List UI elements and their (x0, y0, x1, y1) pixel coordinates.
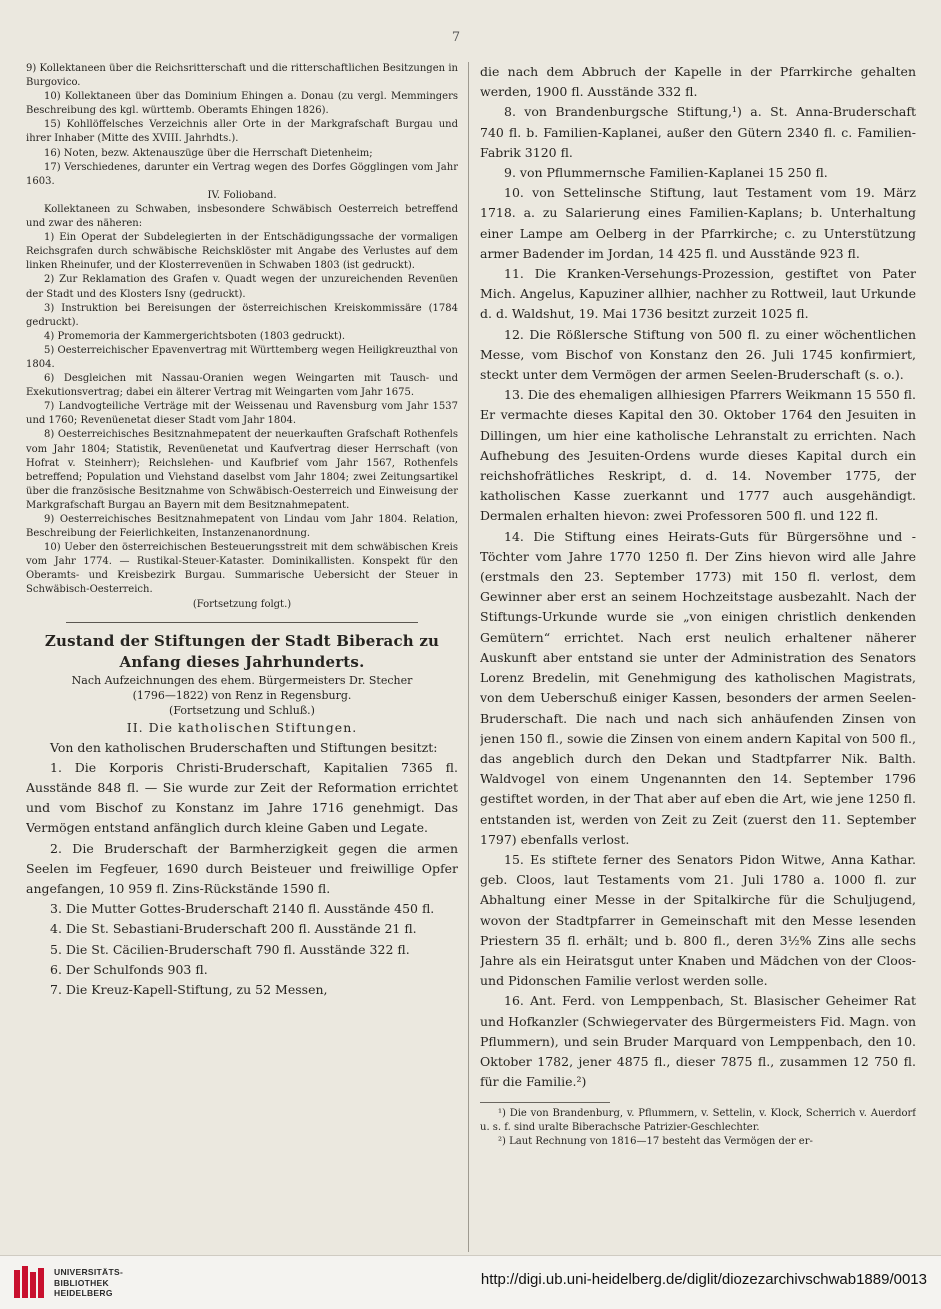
list-item: 6. Der Schulfonds 903 fl. (50, 961, 208, 977)
list-item: die nach dem Abbruch der Kapelle in der Pfarrkirche gehalten werden, 1900 fl. Ausstände 332 fl. (480, 64, 916, 100)
list-item: 9) Oesterreichisches Besitznahmepatent von Lindau vom Jahr 1804. Relation, Beschreibung der Feierlichkeiten, Instanzenanordnung. (26, 514, 458, 540)
left-column (26, 62, 458, 1252)
list-item: 1) Ein Operat der Subdelegierten in der Entschädigungssache der vormaligen Reichsgrafen durch schwäbische Reichsklöster mit Angabe des Verlustes auf dem linken Rheinufer, und der Klosterrevenüen in Schwaben 1803 (ist gedruckt). (26, 232, 458, 272)
list-item: 15) Kohllöffelsches Verzeichnis aller Orte in der Markgrafschaft Burgau und ihrer Inhaber (Mitte des XVIII. Jahrhdts.). (26, 119, 458, 145)
list-item: 10. von Settelinsche Stiftung, laut Testament vom 19. März 1718. a. zu Salarierung eines Familien-Kaplans; b. Unterhaltung einer Lampe am Oelberg in der Pfarrkirche; c. zu Unterstützung armer Badender im Jordan, 14 425 fl. und Ausstände 923 fl. (480, 185, 916, 261)
list-item: 7) Landvogteiliche Verträge mit der Weissenau und Ravensburg vom Jahr 1537 und 1760; Revenüenetat dieser Stadt vom Jahr 1804. (26, 401, 458, 427)
list-item: 17) Verschiedenes, darunter ein Vertrag wegen des Dorfes Gögglingen vom Jahr 1603. (26, 161, 458, 187)
list-item: 3. Die Mutter Gottes-Bruderschaft 2140 fl. Ausstände 450 fl. (50, 901, 435, 917)
folio-intro: Kollektaneen zu Schwaben, insbesondere Schwäbisch Oesterreich betreffend und zwar des näheren: (26, 203, 458, 230)
byline: (1796—1822) von Renz in Regensburg. (132, 688, 352, 702)
list-item: 6) Desgleichen mit Nassau-Oranien wegen Weingarten mit Tausch- und Exekutionsvertrag; dabei ein älterer Vertrag mit Weingarten vom Jahr 1675. (26, 373, 458, 399)
column-rule (468, 62, 469, 1252)
library-name (54, 1267, 123, 1299)
list-item: 11. Die Kranken-Versehungs-Prozession, gestiftet von Pater Mich. Angelus, Kapuziner allhier, nachher zu Rottweil, laut Urkunde d. d. Waldshut, 19. Mai 1736 besitzt zurzeit 1025 fl. (480, 266, 916, 322)
article-body-right (480, 62, 916, 1092)
article-intro: Von den katholischen Bruderschaften und Stiftungen besitzt: (50, 739, 438, 755)
footnote: ¹) Die von Brandenburg, v. Pflummern, v. Settelin, v. Klock, Scherrich v. Auerdorf u. s. f. sind uralte Biberachsche Patrizier-Geschlechter. (480, 1108, 916, 1134)
list-item: 2. Die Bruderschaft der Barmherzigkeit gegen die armen Seelen im Fegfeuer, 1690 durch Beisteuer und freiwillige Opfer angefangen, 10 959 fl. Zins-Rückstände 1590 fl. (26, 840, 458, 897)
section-heading: II. Die katholischen Stiftungen. (126, 719, 358, 735)
continued-note: (Fortsetzung folgt.) (192, 598, 292, 610)
list-item: 9. von Pflummernsche Familien-Kaplanei 15 250 fl. (504, 165, 828, 181)
footnotes (480, 1107, 916, 1149)
list-item: 7. Die Kreuz-Kapell-Stiftung, zu 52 Messen, (50, 982, 328, 998)
library-name-line: HEIDELBERG (54, 1288, 113, 1298)
list-item: 1. Die Korporis Christi-Bruderschaft, Kapitalien 7365 fl. Ausstände 848 fl. — Sie wurde zur Zeit der Reformation errichtet und vom Bischof zu Konstanz im Jahre 1716 genehmigt. Das Vermögen entstand anfänglich durch kleine Gaben und Legate. (26, 759, 458, 836)
list-item: 4. Die St. Sebastiani-Bruderschaft 200 fl. Ausstände 21 fl. (50, 921, 417, 937)
footnote-rule (480, 1102, 610, 1103)
article-body-left (26, 738, 458, 1001)
list-item: 9) Kollektaneen über die Reichsritterschaft und die ritterschaftlichen Besitzungen in Burgovico. (26, 63, 458, 89)
list-item: 13. Die des ehemaligen allhiesigen Pfarrers Weikmann 15 550 fl. Er vermachte dieses Kapital den 30. Oktober 1764 den Jesuiten in Dillingen, um hier eine katholische Lehranstalt zu errichten. Nach Aufhebung des Jesuiten-Ordens wurde dieses Kapital durch ein reichshofrätliches Reskript, d. d. 14. November 1775, der katholischen Kasse zuerkannt und 1777 auch ausgehändigt. Dermalen erhalten hievon: zwei Professoren 500 fl. und 122 fl. (480, 387, 916, 524)
viewer-footer (0, 1255, 941, 1309)
byline: Nach Aufzeichnungen des ehem. Bürgermeisters Dr. Stecher (71, 673, 413, 687)
library-name-line: UNIVERSITÄTS- (54, 1267, 124, 1277)
list-item: 5) Oesterreichischer Epavenvertrag mit Württemberg wegen Heiligkreuzthal von 1804. (26, 344, 458, 370)
page-number: 7 (451, 30, 461, 45)
list-item: 10) Ueber den österreichischen Besteuerungsstreit mit dem schwäbischen Kreis vom Jahr 1774. — Rustikal-Steuer-Kataster. Dominikallisten. Konspekt für den Oberamts- und Kreisbezirk Burgau. Summarische Uebersicht der Steuer in Schwäbisch-Oesterreich. (26, 542, 458, 596)
source-url-link[interactable]: http://digi.ub.uni-heidelberg.de/diglit/diozezarchivschwab1889/0013 (480, 1271, 927, 1288)
folio-heading: IV. Folioband. (207, 189, 277, 201)
list-item: 15. Es stiftete ferner des Senators Pidon Witwe, Anna Kathar. geb. Cloos, laut Testaments vom 21. Juli 1780 a. 1000 fl. zur Abhaltung einer Messe in der Spitalkirche für die Schuljugend, wovon der Stadtpfarrer in Gemeinschaft mit den Messe lesenden Priestern 35 fl. erhält; und b. 800 fl., deren 3½% Zins alle sechs Jahre als ein Heiratsgut unter Knaben und Mädchen von der Cloos- und Pidonschen Familie verlost werden solle. (480, 851, 916, 989)
list-item: 12. Die Rößlersche Stiftung von 500 fl. zu einer wöchentlichen Messe, vom Bischof von Konstanz den 26. Juli 1745 konfirmiert, steckt unter dem Vermögen der armen Seelen-Bruderschaft (s. o.). (480, 326, 916, 383)
footnote: ²) Laut Rechnung von 1816—17 besteht das Vermögen der er- (498, 1136, 813, 1148)
list-item: 5. Die St. Cäcilien-Bruderschaft 790 fl. Ausstände 322 fl. (50, 941, 410, 957)
right-column (480, 62, 916, 1252)
list-top (26, 62, 458, 612)
list-item: 10) Kollektaneen über das Dominium Ehingen a. Donau (zu vergl. Memmingers Beschreibung des kgl. württemb. Oberamts Ehingen 1826). (26, 91, 458, 117)
list-item: 8. von Brandenburgsche Stiftung,¹) a. St. Anna-Bruderschaft 740 fl. b. Familien-Kaplanei, außer den Gütern 2340 fl. c. Familien-Fabrik 3120 fl. (480, 104, 916, 160)
list-item: 14. Die Stiftung eines Heirats-Guts für Bürgersöhne und -Töchter vom Jahre 1770 1250 fl. Der Zins hievon wird alle Jahre (erstmals den 23. September 1773) mit 150 fl. verlost, dem Gewinner aber erst an seinem Hochzeitstage ausbezahlt. Nach der Stiftungs-Urkunde wurde sie „von einigen christlich denkenden Gemütern“ errichtet. Nach erst neulich erhaltener näherer Auskunft aber entstand sie unter der Administration des Senators Lorenz Bredelin, mit Genehmigung des katholischen Magistrats, von dem Ueberschuß einiger Kassen, besonders der armen Seelen-Bruderschaft. Die nach und nach sich anhäufenden Zinsen von jenen 150 fl., sowie die Zinsen von einem andern Kapital von 500 fl., das angeblich durch den Dekan und Stadtpfarrer Nik. Balth. Waldvogel von einem Ungenannten den 14. September 1796 gestiftet worden, in der That aber auf eben die Art, wie jene 1250 fl. entstanden ist, werden von Zeit zu Zeit (zuerst den 11. September 1797) ebenfalls verlost. (480, 528, 916, 847)
list-item: 8) Oesterreichisches Besitznahmepatent der neuerkauften Grafschaft Rothenfels vom Jahr 1804; Statistik, Revenüenetat und Kaufvertrag dieser Herrschaft (von Hofrat v. Steinherr); Reichslehen- und Kaufbrief vom Jahr 1567, Rothenfels betreffend; Population und Viehstand daselbst vom Jahr 1804; zwei Zeitungsartikel über die französische Besitznahme von Schwäbisch-Oesterreich und Einweisung der Markgrafschaft Burgau an Bayern mit dem Besitznahmepatent. (26, 429, 458, 511)
continuation-note: (Fortsetzung und Schluß.) (169, 703, 315, 717)
list-item: 16. Ant. Ferd. von Lemppenbach, St. Blasischer Geheimer Rat und Hofkanzler (Schwiegervater des Bürgermeisters Fid. Magn. von Pflummern), und sein Bruder Marquard von Lemppenbach, den 10. Oktober 1782, jener 4875 fl., dieser 7875 fl., zusammen 12 750 fl. für die Familie.²) (480, 993, 916, 1090)
article-title: Zustand der Stiftungen der Stadt Biberach zu Anfang dieses Jahrhunderts. (44, 631, 440, 671)
library-name-line: BIBLIOTHEK (54, 1277, 109, 1288)
section-divider (66, 622, 418, 623)
list-item: 2) Zur Reklamation des Grafen v. Quadt wegen der unzureichenden Revenüen der Stadt und des Klosters Isny (gedruckt). (26, 274, 458, 300)
list-item: 4) Promemoria der Kammergerichtsboten (1803 gedruckt). (44, 330, 346, 342)
list-item: 3) Instruktion bei Bereisungen der österreichischen Kreiskommissäre (1784 gedruckt). (26, 302, 458, 328)
university-library-logo-icon (12, 1264, 46, 1302)
list-item: 16) Noten, bezw. Aktenauszüge über die Herrschaft Dietenheim; (44, 147, 373, 159)
